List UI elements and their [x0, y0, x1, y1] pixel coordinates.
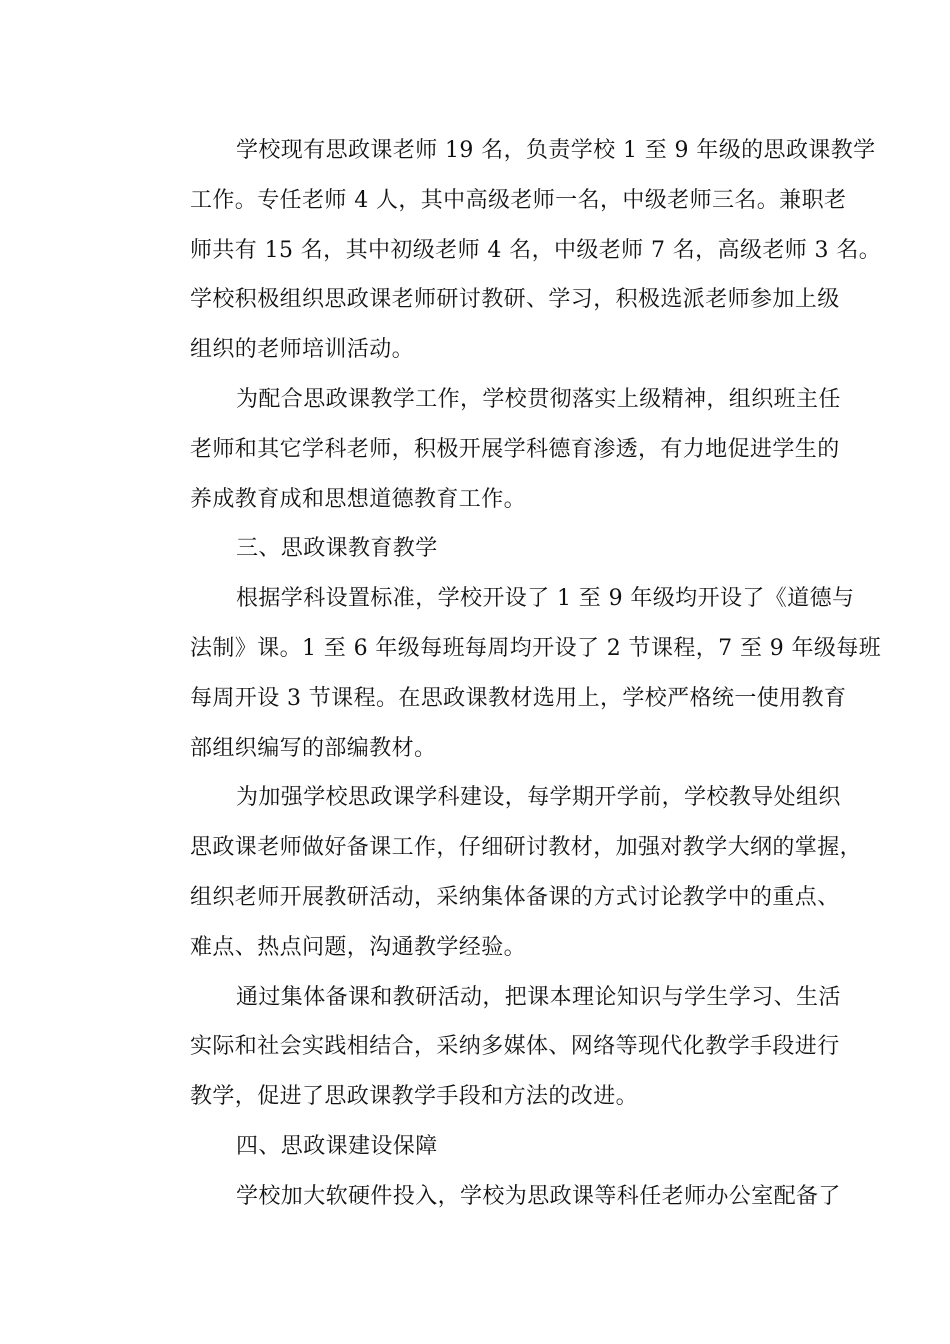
paragraph-course-setup — [144, 574, 882, 773]
text-line: 养成教育成和思想道德教育工作。 — [190, 486, 527, 512]
document-body — [144, 126, 882, 1222]
text-line: 为加强学校思政课学科建设，每学期开学前，学校教导处组织 — [236, 785, 841, 811]
section-heading-three — [144, 524, 812, 574]
section-heading-four — [144, 1122, 812, 1172]
heading-text: 四、思政课建设保障 — [236, 1133, 438, 1159]
text-line: 根据学科设置标准，学校开设了 1 至 9 年级均开设了《道德与 — [236, 586, 855, 612]
text-line: 难点、热点问题，沟通教学经验。 — [190, 934, 527, 960]
text-line: 通过集体备课和教研活动，把课本理论知识与学生学习、生活 — [236, 984, 841, 1010]
text-line: 师共有 15 名，其中初级老师 4 名，中级老师 7 名，高级老师 3 名。 — [190, 237, 882, 263]
text-line: 学校积极组织思政课老师研讨教研、学习，积极选派老师参加上级 — [190, 287, 840, 313]
text-line: 每周开设 3 节课程。在思政课教材选用上，学校严格统一使用教育 — [190, 685, 847, 711]
heading-text: 三、思政课教育教学 — [236, 536, 438, 562]
text-line: 实际和社会实践相结合，采纳多媒体、网络等现代化教学手段进行 — [190, 1034, 840, 1060]
text-line: 为配合思政课教学工作，学校贯彻落实上级精神，组织班主任 — [236, 386, 841, 412]
text-line: 法制》课。1 至 6 年级每班每周均开设了 2 节课程，7 至 9 年级每班 — [190, 635, 882, 661]
paragraph-teacher-staffing — [144, 126, 882, 375]
text-line: 思政课老师做好备课工作，仔细研讨教材，加强对教学大纲的掌握， — [190, 835, 863, 861]
text-line: 组织老师开展教研活动，采纳集体备课的方式讨论教学中的重点、 — [190, 884, 840, 910]
paragraph-teaching-methods — [144, 973, 841, 1122]
text-line: 工作。专任老师 4 人，其中高级老师一名，中级老师三名。兼职老 — [190, 187, 847, 213]
paragraph-lesson-preparation — [144, 773, 863, 972]
text-line: 学校现有思政课老师 19 名，负责学校 1 至 9 年级的思政课教学 — [236, 138, 876, 163]
text-line: 老师和其它学科老师，积极开展学科德育渗透，有力地促进学生的 — [190, 436, 840, 462]
paragraph-moral-education — [144, 375, 841, 524]
text-line: 组织的老师培训活动。 — [190, 337, 415, 363]
text-line: 学校加大软硬件投入，学校为思政课等科任老师办公室配备了 — [236, 1183, 841, 1209]
text-line: 部组织编写的部编教材。 — [190, 735, 437, 761]
paragraph-resource-investment — [144, 1172, 841, 1222]
text-line: 教学，促进了思政课教学手段和方法的改进。 — [190, 1084, 639, 1110]
